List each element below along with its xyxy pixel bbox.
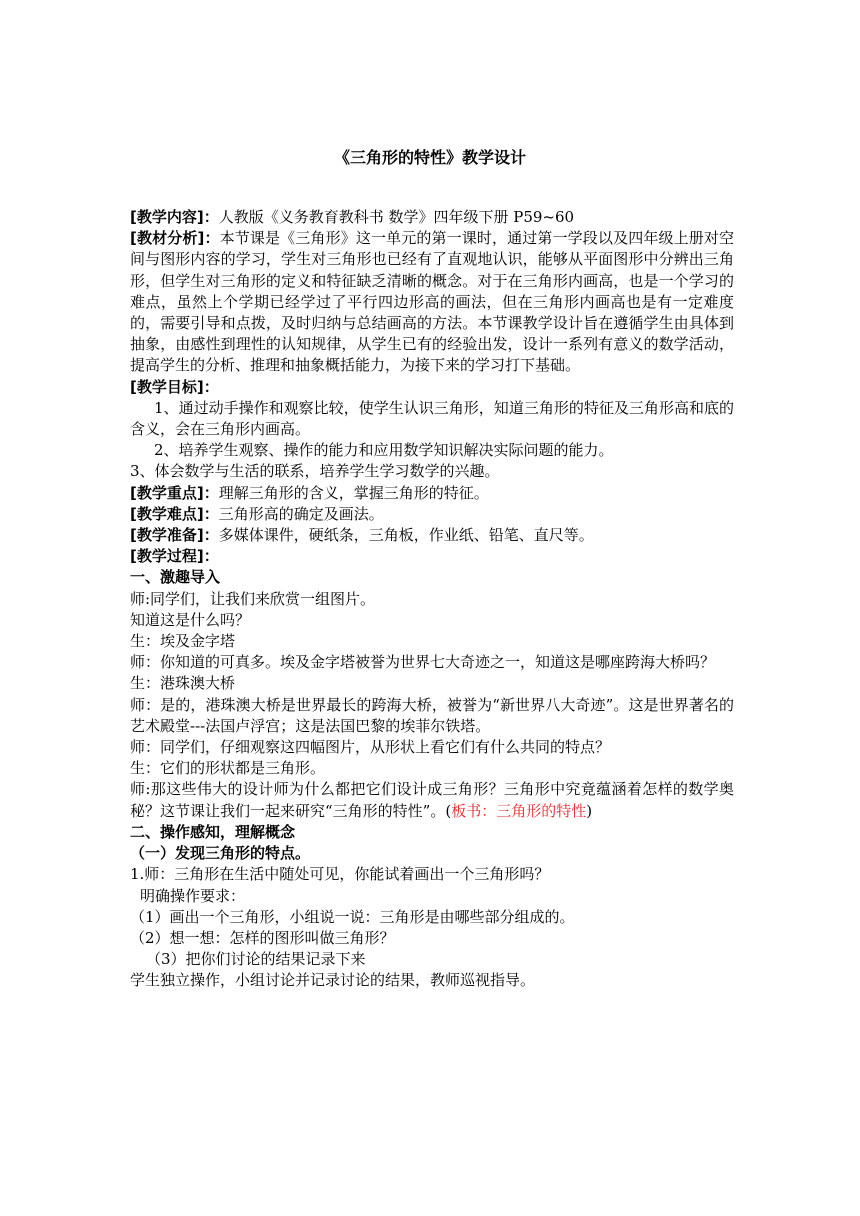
dialogue-line: 生：港珠澳大桥: [130, 674, 236, 693]
teaching-goals-label: [教学目标]：: [130, 377, 219, 396]
section-2-heading: 二、操作感知，理解概念: [130, 822, 296, 841]
requirement-3: （3）把你们讨论的结果记录下来: [146, 950, 366, 969]
subsection-1-heading: （一）发现三角形的特点。: [130, 844, 311, 863]
dialogue-line: 生：它们的形状都是三角形。: [130, 759, 326, 778]
dialogue-line: 师：同学们，仔细观察这四幅图片，从形状上看它们有什么共同的特点？: [130, 738, 611, 757]
material-analysis-text: 本节课是《三角形》这一单元的第一课时，通过第一学段以及四年级上册对空间与图形内容的学习，学生对三角形也已经有了直观地认识，能够从平面图形中分辨出三角形，但学生对三角形的定义和特征缺乏清晰的概念。对于在三角形内画高，也是一个学习的难点，虽然上个学期已经学过了平行四边形高的画法，但在三角形内画高也是有一定难度的，需要引导和点拨，及时归纳与总结画高的方法。本节课教学设计旨在遵循学生由具体到抽象，由感性到理性的认知规律，从学生已有的经验出发，设计一系列有意义的数学活动，提高学生的分析、推理和抽象概括能力，为接下来的学习打下基础。: [130, 229, 734, 375]
goal-1: 1、通过动手操作和观察比较，使学生认识三角形，知道三角形的特征及三角形高和底的含义，会在三角形内画高。: [130, 398, 734, 439]
blackboard-note: 板书：三角形的特性: [451, 801, 587, 820]
teaching-difficulty: [130, 504, 734, 525]
dialogue-line: 知道这是什么吗？: [130, 610, 251, 629]
teaching-preparation-text: 多媒体课件，硬纸条，三角板，作业纸、铅笔、直尺等。: [218, 526, 594, 545]
teaching-content: [130, 207, 734, 228]
teaching-difficulty-label: [教学难点]：: [130, 504, 219, 523]
requirement-2: （2）想一想：怎样的图形叫做三角形？: [130, 928, 395, 947]
document-title: 《三角形的特性》教学设计: [333, 148, 526, 167]
material-analysis: [130, 228, 734, 376]
dialogue-line: 师:同学们，让我们来欣赏一组图片。: [130, 589, 376, 608]
section-1-heading: 一、激趣导入: [130, 568, 221, 587]
goal-3: 3、体会数学与生活的联系，培养学生学习数学的兴趣。: [130, 462, 500, 481]
goal-2: 2、培养学生观察、操作的能力和应用数学知识解决实际问题的能力。: [154, 441, 614, 460]
teaching-preparation: [130, 525, 734, 546]
teaching-preparation-label: [教学准备]：: [130, 526, 219, 545]
teaching-process-label: [教学过程]：: [130, 547, 219, 566]
requirement-1: （1）画出一个三角形，小组说一说：三角形是由哪些部分组成的。: [130, 907, 575, 926]
operation-requirements: 明确操作要求：: [140, 886, 246, 905]
teaching-key: [130, 483, 734, 504]
dialogue-line: 师:那这些伟大的设计师为什么都把它们设计成三角形？三角形中究竟蕴涵着怎样的数学奥秘？这节课让我们一起来研究“三角形的特性”。(板书：三角形的特性): [130, 780, 734, 820]
dialogue-line: 学生独立操作，小组讨论并记录讨论的结果，教师巡视指导。: [130, 971, 536, 990]
teaching-content-label: [教学内容]：: [130, 208, 219, 226]
dialogue-line: 1.师：三角形在生活中随处可见，你能试着画出一个三角形吗？: [130, 865, 550, 884]
dialogue-line: 师：是的，港珠澳大桥是世界最长的跨海大桥，被誉为“新世界八大奇迹”。这是世界著名的艺术殿堂---法国卢浮宫；这是法国巴黎的埃菲尔铁塔。: [130, 695, 734, 735]
document-body: [130, 207, 734, 992]
teaching-difficulty-text: 三角形高的确定及画法。: [218, 504, 384, 523]
teaching-content-text: 人教版《义务教育教科书 数学》四年级下册 P59~60: [218, 208, 575, 226]
teaching-key-text: 理解三角形的含义，掌握三角形的特征。: [218, 483, 489, 502]
dialogue-line: 生：埃及金字塔: [130, 632, 236, 651]
material-analysis-label: [教材分析]：: [130, 229, 220, 248]
dialogue-line: 师：你知道的可真多。埃及金字塔被誉为世界七大奇迹之一，知道这是哪座跨海大桥吗？: [130, 653, 716, 672]
teaching-key-label: [教学重点]：: [130, 483, 219, 502]
